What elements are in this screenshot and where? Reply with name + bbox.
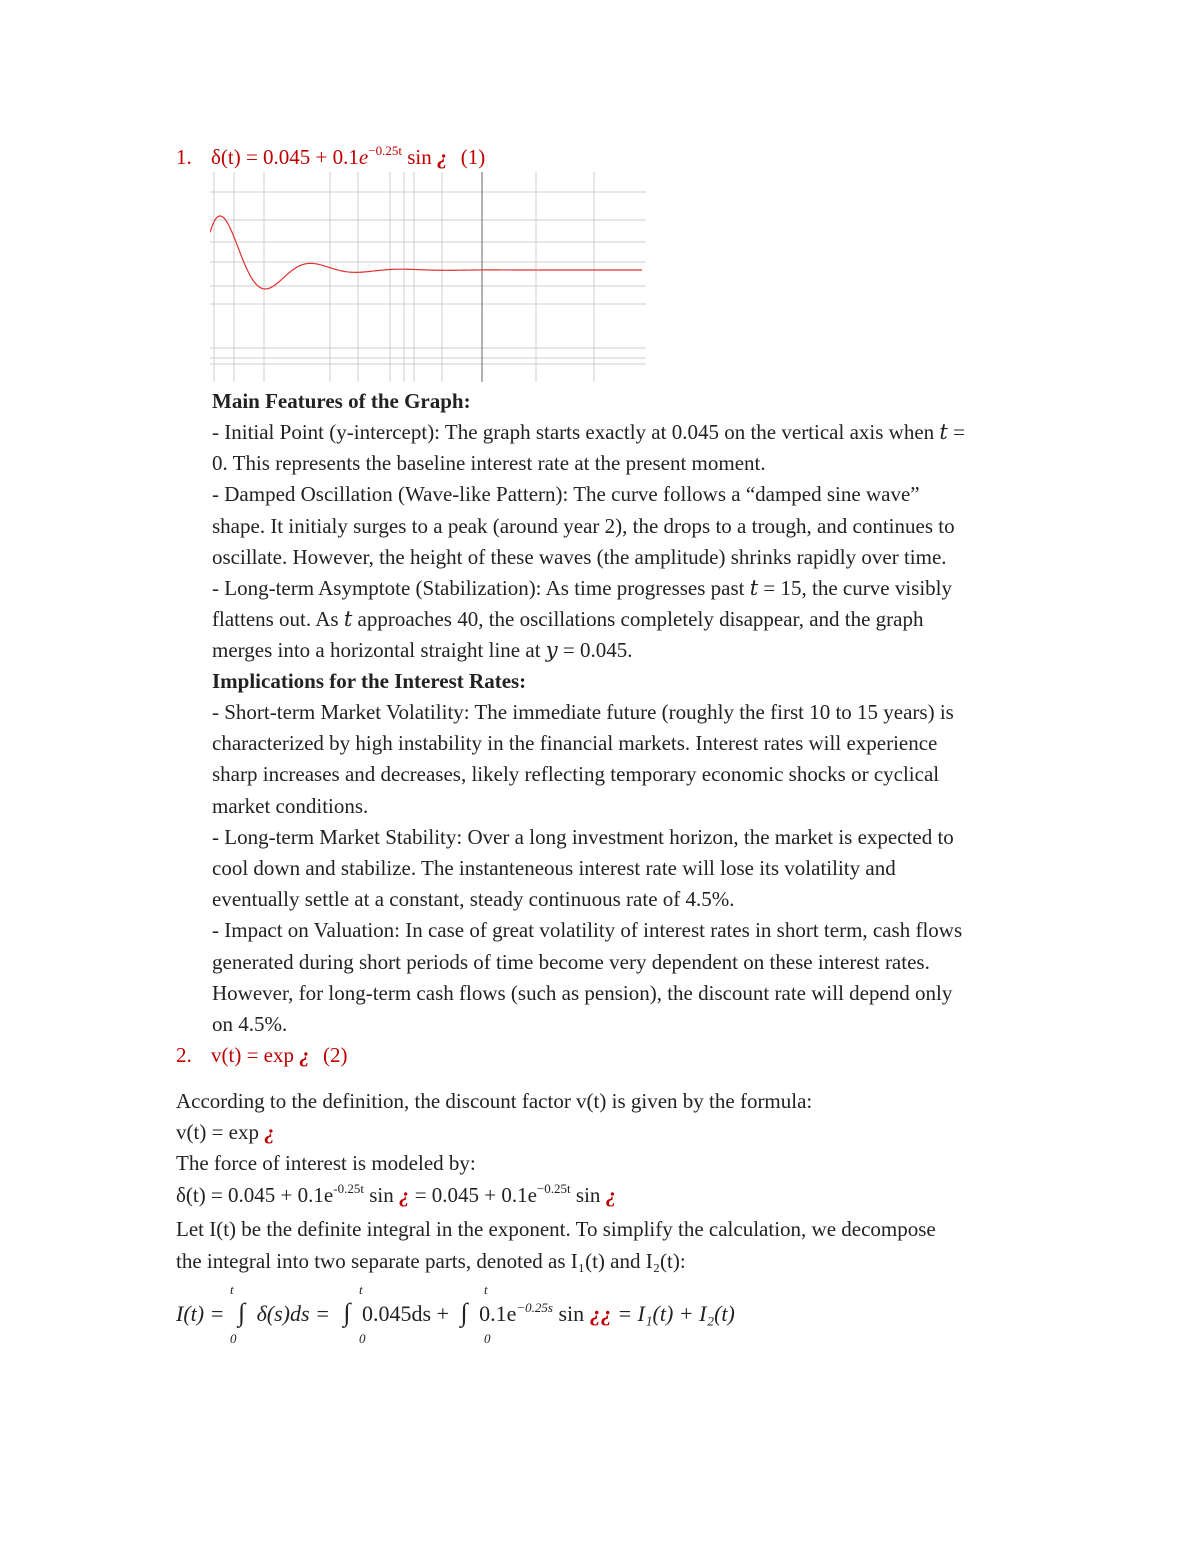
int-part-1: δ(s)ds = [256,1301,330,1326]
formula-e: e [358,145,369,169]
formula-exponent: −0.25t [368,143,402,158]
implications-line: - Impact on Valuation: In case of great volatility of interest rates in short term, cash flows [212,918,963,943]
implications-line: characterized by high instability in the financial markets. Interest rates will experience [212,731,938,756]
implications-line: market conditions. [212,793,369,818]
integral-1-upper: t [230,1282,234,1297]
features-heading: Main Features of the Graph: [212,389,471,413]
integral-sign-1: ∫ [237,1298,246,1327]
implications-line: However, for long-term cash flows (such as pension), the discount rate will depend only [212,980,953,1005]
features-line: flattens out. As 𝑡 approaches 40, the oscillations completely disappear, and the graph [212,607,924,632]
int-lhs: I(t) = [176,1301,225,1326]
integral-sign-3: ∫ [460,1298,468,1327]
missing-glyph: ¿ [605,1183,617,1207]
force-part-a-exp: -0.25t [333,1181,364,1196]
int-rhs: = I₁(t) + I₂(t) [617,1301,735,1326]
force-part-b-exp: −0.25t [536,1181,571,1196]
implications-heading: Implications for the Interest Rates: [212,669,527,693]
integral-3-lower: 0 [484,1331,491,1346]
force-part-b: = 0.045 + 0.1e [414,1183,537,1207]
missing-glyph: ¿ [436,145,448,169]
implications-line: - Long-term Market Stability: Over a long investment horizon, the market is expected to [212,824,954,849]
implications-line: sharp increases and decreases, likely reflecting temporary economic shocks or cyclical [212,762,940,787]
damped-oscillation-graph [210,172,646,382]
let-text-line-1: Let I(t) be the definite integral in the exponent. To simplify the calculation, we decompose [176,1217,936,1241]
integral-1-lower: 0 [230,1331,237,1346]
force-part-a: δ(t) = 0.045 + 0.1e [176,1183,334,1207]
missing-glyph: ¿ [398,1183,410,1207]
implications-line: on 4.5%. [212,1012,288,1036]
missing-glyph: ¿ [264,1120,275,1144]
features-line: 0. This represents the baseline interest rate at the present moment. [212,451,766,476]
force-part-a-sin: sin [369,1183,394,1207]
features-line: merges into a horizontal straight line at 𝑦 = 0.045. [212,638,633,663]
let-text-line-2: the integral into two separate parts, denoted as I₁(t) and I₂(t): [176,1249,686,1273]
question-number: 2. [176,1043,192,1067]
features-line: - Damped Oscillation (Wave-like Pattern): The curve follows a “damped sine wave” [212,482,920,507]
formula-tag: (1) [460,145,486,169]
features-line: shape. It initialy surges to a peak (around year 2), the drops to a trough, and continues to [212,513,955,538]
int-part-3-sin: sin [558,1301,585,1326]
int-part-2: 0.045ds + [362,1301,450,1326]
question-number: 1. [176,145,192,169]
question-1-heading [176,144,485,173]
implications-line: eventually settle at a constant, steady continuous rate of 4.5%. [212,887,735,912]
formula-vt: v(t) = exp [211,1043,294,1067]
question-2-heading [176,1042,348,1068]
implications-line: generated during short periods of time become very dependent on these interest rates. [212,949,930,974]
vt-lhs: v(t) = exp [176,1120,259,1144]
force-intro: The force of interest is modeled by: [176,1151,476,1175]
integral-3-upper: t [484,1282,488,1297]
integral-2-lower: 0 [359,1331,366,1346]
vt-formula [176,1119,275,1145]
int-part-3-exp: −0.25s [516,1300,553,1315]
integral-2-upper: t [359,1282,363,1297]
force-of-interest-curve [210,216,642,289]
implications-line: cool down and stabilize. The instanteneous interest rate will lose its volatility and [212,856,896,880]
missing-glyph: ¿¿ [589,1301,612,1326]
integral-sign-2: ∫ [343,1298,351,1327]
formula-tag: (2) [323,1043,348,1067]
formula-sin: sin [407,145,432,169]
formula-lhs: δ(t) = 0.045 + 0.1 [211,145,359,169]
features-line: oscillate. However, the height of these waves (the amplitude) shrinks rapidly over time. [212,544,947,569]
int-part-3: 0.1e [479,1301,517,1326]
implications-line: - Short-term Market Volatility: The immediate future (roughly the first 10 to 15 years) is [212,700,954,724]
definition-text: According to the definition, the discount factor v(t) is given by the formula: [176,1089,813,1113]
integral-equation [176,1300,735,1330]
force-formula [176,1182,616,1211]
graph-grid [210,172,646,382]
force-part-b-sin: sin [575,1183,601,1207]
features-line: - Initial Point (y-intercept): The graph starts exactly at 0.045 on the vertical axis when 𝑡 = [212,420,965,444]
missing-glyph: ¿ [299,1043,310,1067]
features-line: - Long-term Asymptote (Stabilization): As time progresses past 𝑡 = 15, the curve visibly [212,576,952,600]
